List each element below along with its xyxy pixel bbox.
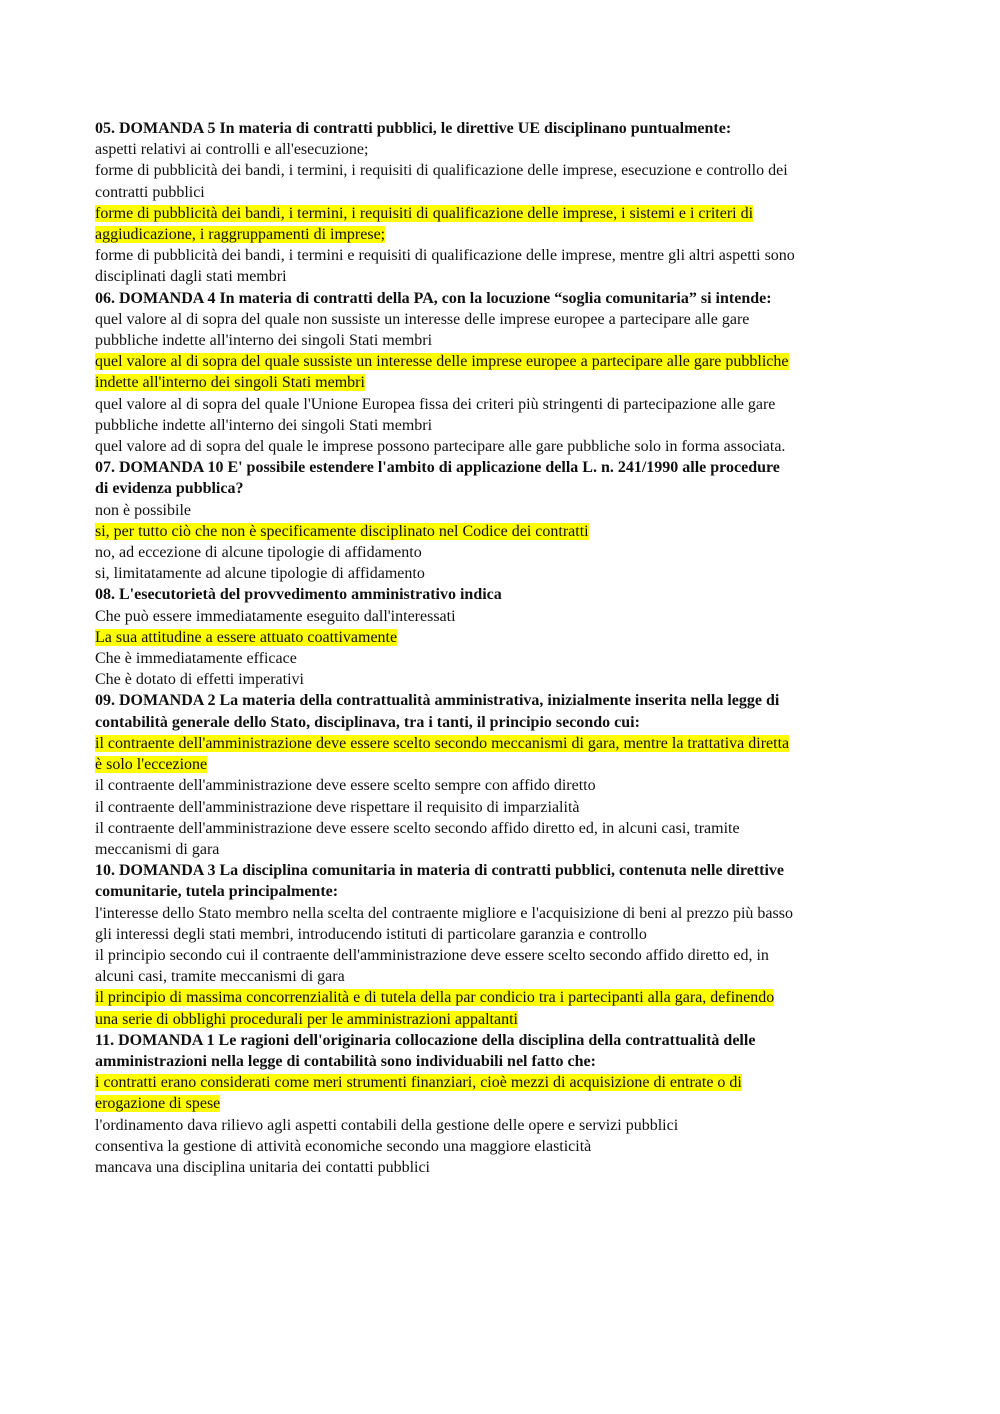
- line-text: quel valore al di sopra del quale non sussiste un interesse delle imprese europee a partecipare alle gare: [95, 310, 750, 328]
- line-text: 07. DOMANDA 10 E' possibile estendere l'ambito di applicazione della L. n. 241/1990 alle procedure: [95, 459, 780, 477]
- answer-line: [95, 669, 910, 690]
- line-text: forme di pubblicità dei bandi, i termini e requisiti di qualificazione delle imprese, mentre gli altri aspetti sono: [95, 247, 795, 265]
- correct-answer-line: [95, 627, 910, 648]
- answer-line: [95, 839, 910, 860]
- answer-line: [95, 415, 910, 436]
- line-text: 06. DOMANDA 4 In materia di contratti della PA, con la locuzione “soglia comunitaria” si intende:: [95, 289, 772, 307]
- correct-answer-line: [95, 372, 910, 393]
- highlighted-text: indette all'interno dei singoli Stati membri: [95, 374, 365, 392]
- answer-line: [95, 775, 910, 796]
- highlighted-text: La sua attitudine a essere attuato coattivamente: [95, 628, 398, 646]
- answer-line: [95, 139, 910, 160]
- line-text: non è possibile: [95, 501, 191, 519]
- line-text: il contraente dell'amministrazione deve essere scelto secondo affido diretto ed, in alcuni casi, tramite: [95, 819, 740, 837]
- question-line: [95, 860, 910, 881]
- highlighted-text: i contratti erano considerati come meri strumenti finanziari, cioè mezzi di acquisizione di entrate o di: [95, 1074, 742, 1092]
- line-text: aspetti relativi ai controlli e all'esecuzione;: [95, 141, 369, 159]
- answer-line: [95, 1115, 910, 1136]
- answer-line: [95, 563, 910, 584]
- answer-line: [95, 903, 910, 924]
- line-text: mancava una disciplina unitaria dei contatti pubblici: [95, 1158, 430, 1176]
- line-text: consentiva la gestione di attività economiche secondo una maggiore elasticità: [95, 1137, 592, 1155]
- line-text: l'ordinamento dava rilievo agli aspetti contabili della gestione delle opere e servizi pubblici: [95, 1116, 679, 1134]
- answer-line: [95, 797, 910, 818]
- highlighted-text: forme di pubblicità dei bandi, i termini, i requisiti di qualificazione delle imprese, i sistemi e i criteri di: [95, 204, 754, 222]
- answer-line: [95, 606, 910, 627]
- correct-answer-line: [95, 754, 910, 775]
- document-body: [95, 118, 910, 1178]
- answer-line: [95, 182, 910, 203]
- answer-line: [95, 648, 910, 669]
- correct-answer-line: [95, 224, 910, 245]
- highlighted-text: aggiudicazione, i raggruppamenti di imprese;: [95, 226, 386, 244]
- line-text: 10. DOMANDA 3 La disciplina comunitaria in materia di contratti pubblici, contenuta nelle direttive: [95, 862, 785, 880]
- correct-answer-line: [95, 1093, 910, 1114]
- line-text: 05. DOMANDA 5 In materia di contratti pubblici, le direttive UE disciplinano puntualmente:: [95, 120, 732, 137]
- correct-answer-line: [95, 521, 910, 542]
- line-text: Che è dotato di effetti imperativi: [95, 671, 304, 689]
- question-line: [95, 712, 910, 733]
- line-text: 11. DOMANDA 1 Le ragioni dell'originaria collocazione della disciplina della contrattualità delle: [95, 1031, 756, 1049]
- line-text: il principio secondo cui il contraente dell'amministrazione deve essere scelto secondo affido diretto ed, in: [95, 946, 769, 964]
- answer-line: [95, 266, 910, 287]
- correct-answer-line: [95, 987, 910, 1008]
- answer-line: [95, 818, 910, 839]
- line-text: Che è immediatamente efficace: [95, 650, 297, 668]
- answer-line: [95, 394, 910, 415]
- line-text: meccanismi di gara: [95, 840, 220, 858]
- correct-answer-line: [95, 203, 910, 224]
- highlighted-text: quel valore al di sopra del quale sussiste un interesse delle imprese europee a partecipare alle gare pubbliche: [95, 353, 789, 371]
- answer-line: [95, 542, 910, 563]
- answer-line: [95, 309, 910, 330]
- correct-answer-line: [95, 1009, 910, 1030]
- question-line: [95, 478, 910, 499]
- question-line: [95, 288, 910, 309]
- correct-answer-line: [95, 733, 910, 754]
- question-line: [95, 118, 910, 139]
- line-text: pubbliche indette all'interno dei singoli Stati membri: [95, 332, 433, 350]
- question-line: [95, 1051, 910, 1072]
- line-text: no, ad eccezione di alcune tipologie di affidamento: [95, 544, 422, 562]
- question-line: [95, 584, 910, 605]
- highlighted-text: il contraente dell'amministrazione deve essere scelto secondo meccanismi di gara, mentre la trattativa diretta: [95, 734, 790, 752]
- answer-line: [95, 1136, 910, 1157]
- line-text: quel valore al di sopra del quale l'Unione Europea fissa dei criteri più stringenti di partecipazione alle gare: [95, 395, 776, 413]
- correct-answer-line: [95, 1072, 910, 1093]
- line-text: contabilità generale dello Stato, disciplinava, tra i tanti, il principio secondo cui:: [95, 713, 640, 731]
- highlighted-text: si, per tutto ciò che non è specificamente disciplinato nel Codice dei contratti: [95, 522, 589, 540]
- line-text: comunitarie, tutela principalmente:: [95, 883, 339, 901]
- highlighted-text: è solo l'eccezione: [95, 756, 208, 774]
- correct-answer-line: [95, 351, 910, 372]
- answer-line: [95, 245, 910, 266]
- question-line: [95, 690, 910, 711]
- highlighted-text: erogazione di spese: [95, 1095, 221, 1113]
- line-text: il contraente dell'amministrazione deve essere scelto sempre con affido diretto: [95, 777, 596, 795]
- answer-line: [95, 160, 910, 181]
- line-text: amministrazioni nella legge di contabilità sono individuabili nel fatto che:: [95, 1052, 596, 1070]
- line-text: gli interessi degli stati membri, introducendo istituti di particolare garanzia e controllo: [95, 925, 647, 943]
- line-text: l'interesse dello Stato membro nella scelta del contraente migliore e l'acquisizione di beni al prezzo più basso: [95, 904, 793, 922]
- line-text: contratti pubblici: [95, 183, 205, 201]
- line-text: si, limitatamente ad alcune tipologie di affidamento: [95, 565, 425, 583]
- line-text: 08. L'esecutorietà del provvedimento amministrativo indica: [95, 586, 502, 604]
- answer-line: [95, 924, 910, 945]
- question-line: [95, 1030, 910, 1051]
- question-line: [95, 457, 910, 478]
- question-line: [95, 881, 910, 902]
- answer-line: [95, 330, 910, 351]
- line-text: il contraente dell'amministrazione deve rispettare il requisito di imparzialità: [95, 798, 580, 816]
- answer-line: [95, 945, 910, 966]
- answer-line: [95, 1157, 910, 1178]
- answer-line: [95, 436, 910, 457]
- highlighted-text: una serie di obblighi procedurali per le amministrazioni appaltanti: [95, 1010, 518, 1028]
- line-text: di evidenza pubblica?: [95, 480, 244, 498]
- line-text: pubbliche indette all'interno dei singoli Stati membri: [95, 416, 433, 434]
- line-text: forme di pubblicità dei bandi, i termini, i requisiti di qualificazione delle imprese, esecuzione e controllo dei: [95, 162, 788, 180]
- line-text: Che può essere immediatamente eseguito dall'interessati: [95, 607, 456, 625]
- line-text: disciplinati dagli stati membri: [95, 268, 287, 286]
- highlighted-text: il principio di massima concorrenzialità e di tutela della par condicio tra i partecipanti alla gara, definendo: [95, 989, 775, 1007]
- answer-line: [95, 966, 910, 987]
- line-text: alcuni casi, tramite meccanismi di gara: [95, 968, 345, 986]
- line-text: 09. DOMANDA 2 La materia della contrattualità amministrativa, inizialmente inserita nella legge di: [95, 692, 780, 710]
- answer-line: [95, 500, 910, 521]
- line-text: quel valore ad di sopra del quale le imprese possono partecipare alle gare pubbliche solo in forma associata.: [95, 438, 786, 456]
